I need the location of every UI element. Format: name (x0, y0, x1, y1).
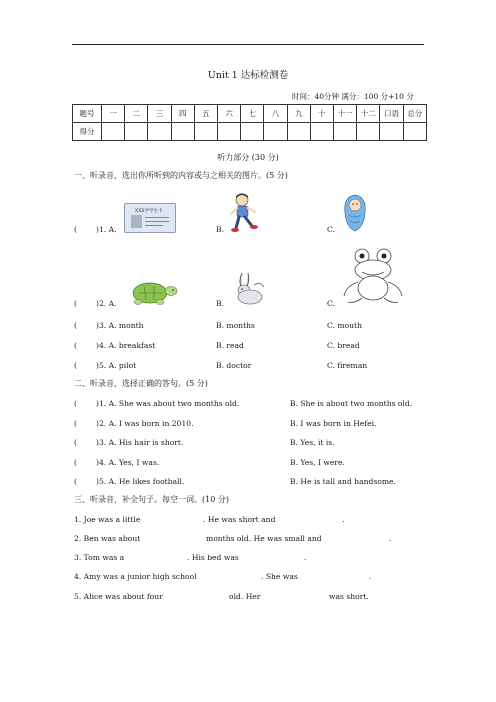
s3-q1-part3: . (342, 515, 345, 524)
s3-q3-part2: . His bed was (187, 553, 239, 562)
q5-option-b: B. doctor (216, 361, 252, 370)
section2-heading: 二、听录音，选择正确的答句。(5 分) (74, 379, 208, 388)
q4-paren: ( (74, 341, 77, 350)
q3-option-a: )3. A. month (96, 321, 144, 330)
score-cell: 五 (194, 105, 217, 123)
q2-paren: ( (74, 299, 77, 308)
rabbit-image (228, 271, 268, 305)
score-input-cell[interactable] (218, 123, 241, 141)
s2-q5-paren: ( (74, 477, 77, 486)
score-input-cell[interactable] (241, 123, 264, 141)
score-cell: 总分 (403, 105, 426, 123)
q1-option-c: C. (327, 225, 335, 234)
q5-option-c: C. fireman (327, 361, 368, 370)
s2-q5-option-b: B. He is tall and handsome. (290, 477, 396, 486)
s2-q4-option-b: B. Yes, I were. (290, 458, 345, 467)
s3-q3-part1: 3. Tom was a (74, 553, 125, 562)
turtle-image (124, 277, 178, 307)
s3-q2-part1: 2. Ben was about (74, 534, 141, 543)
score-cell: 三 (148, 105, 171, 123)
score-input-cell[interactable] (310, 123, 333, 141)
s2-q3-paren: ( (74, 438, 77, 447)
section3-heading: 三、听录音，补全句子。每空一词。(10 分) (74, 495, 229, 504)
s3-q1-part2: . He was short and (203, 515, 276, 524)
score-cell: 二 (125, 105, 148, 123)
q4-option-a: )4. A. breakfast (96, 341, 156, 350)
section1-heading: 一、听录音，选出你所听到的内容或与之相关的图片。(5 分) (74, 171, 288, 180)
score-table (72, 104, 427, 141)
q4-option-b: B. read (216, 341, 244, 350)
score-table-header-row (73, 105, 427, 123)
score-input-cell[interactable] (125, 123, 148, 141)
s2-q4-paren: ( (74, 458, 77, 467)
score-input-cell[interactable] (334, 123, 357, 141)
score-input-cell[interactable] (357, 123, 380, 141)
score-cell: 口语 (380, 105, 403, 123)
score-table-score-row (73, 123, 427, 141)
score-input-cell[interactable] (403, 123, 426, 141)
q3-option-b: B. months (216, 321, 255, 330)
s2-q3-option-a: )3. A. His hair is short. (96, 438, 184, 447)
q5-paren: ( (74, 361, 77, 370)
time-score-info: 时间：40分钟 满分：100 分+10 分 (292, 92, 414, 101)
header-rule (72, 44, 424, 45)
s3-q4-part3: . (369, 572, 372, 581)
id-card-text: XXX学学生卡 (135, 209, 163, 214)
score-input-cell[interactable] (264, 123, 287, 141)
q2-label: )2. A. (96, 299, 117, 308)
page-title: Unit 1 达标检测卷 (207, 70, 289, 81)
s3-q5-part3: was short. (329, 592, 369, 601)
q1-paren: ( (74, 225, 77, 234)
baby-in-blanket-image (342, 193, 368, 233)
s2-q2-option-b: B. I was born in Hefei. (290, 419, 377, 428)
running-boy-image (228, 192, 262, 234)
s2-q5-option-a: )5. A. He likes football. (96, 477, 185, 486)
s3-q4-part2: . She was (261, 572, 298, 581)
score-cell: 九 (287, 105, 310, 123)
s2-q2-option-a: )2. A. I was born in 2010. (96, 419, 194, 428)
s3-q5-part1: 5. Alice was about four (74, 592, 163, 601)
q3-paren: ( (74, 321, 77, 330)
s2-q1-paren: ( (74, 399, 77, 408)
score-input-cell[interactable] (171, 123, 194, 141)
q4-option-c: C. bread (327, 341, 360, 350)
q1-label: )1. A. (96, 225, 117, 234)
q2-option-b: B. (216, 299, 224, 308)
score-cell: 八 (264, 105, 287, 123)
score-cell: 七 (241, 105, 264, 123)
s3-q5-part2: old. Her (229, 592, 261, 601)
score-row-label: 得分 (73, 123, 102, 141)
s2-q2-paren: ( (74, 419, 77, 428)
listening-part-header: 听力部分 (30 分) (217, 153, 279, 162)
score-input-cell[interactable] (287, 123, 310, 141)
score-cell: 一 (102, 105, 125, 123)
score-cell: 十一 (334, 105, 357, 123)
s2-q3-option-b: B. Yes, it is. (290, 438, 335, 447)
s3-q4-part1: 4. Amy was a junior high school (74, 572, 197, 581)
score-input-cell[interactable] (102, 123, 125, 141)
score-cell: 六 (218, 105, 241, 123)
q5-option-a: )5. A. pilot (96, 361, 137, 370)
score-input-cell[interactable] (380, 123, 403, 141)
s2-q4-option-a: )4. A. Yes, I was. (96, 458, 160, 467)
score-input-cell[interactable] (148, 123, 171, 141)
s3-q2-part2: months old. He was small and (206, 534, 322, 543)
frog-image (340, 246, 408, 308)
s3-q2-part3: . (389, 534, 392, 543)
score-input-cell[interactable] (194, 123, 217, 141)
q2-option-c: C. (327, 299, 335, 308)
s3-q3-part3: . (304, 553, 307, 562)
score-cell: 题号 (73, 105, 102, 123)
s3-q1-part1: 1. Joe was a little (74, 515, 141, 524)
s2-q1-option-b: B. She is about two months old. (290, 399, 413, 408)
s2-q1-option-a: )1. A. She was about two months old. (96, 399, 240, 408)
score-cell: 十二 (357, 105, 380, 123)
score-cell: 十 (310, 105, 333, 123)
score-cell: 四 (171, 105, 194, 123)
id-photo-icon (131, 215, 142, 228)
student-id-card-image (124, 203, 176, 233)
q3-option-c: C. mouth (327, 321, 362, 330)
q1-option-b: B. (216, 225, 224, 234)
